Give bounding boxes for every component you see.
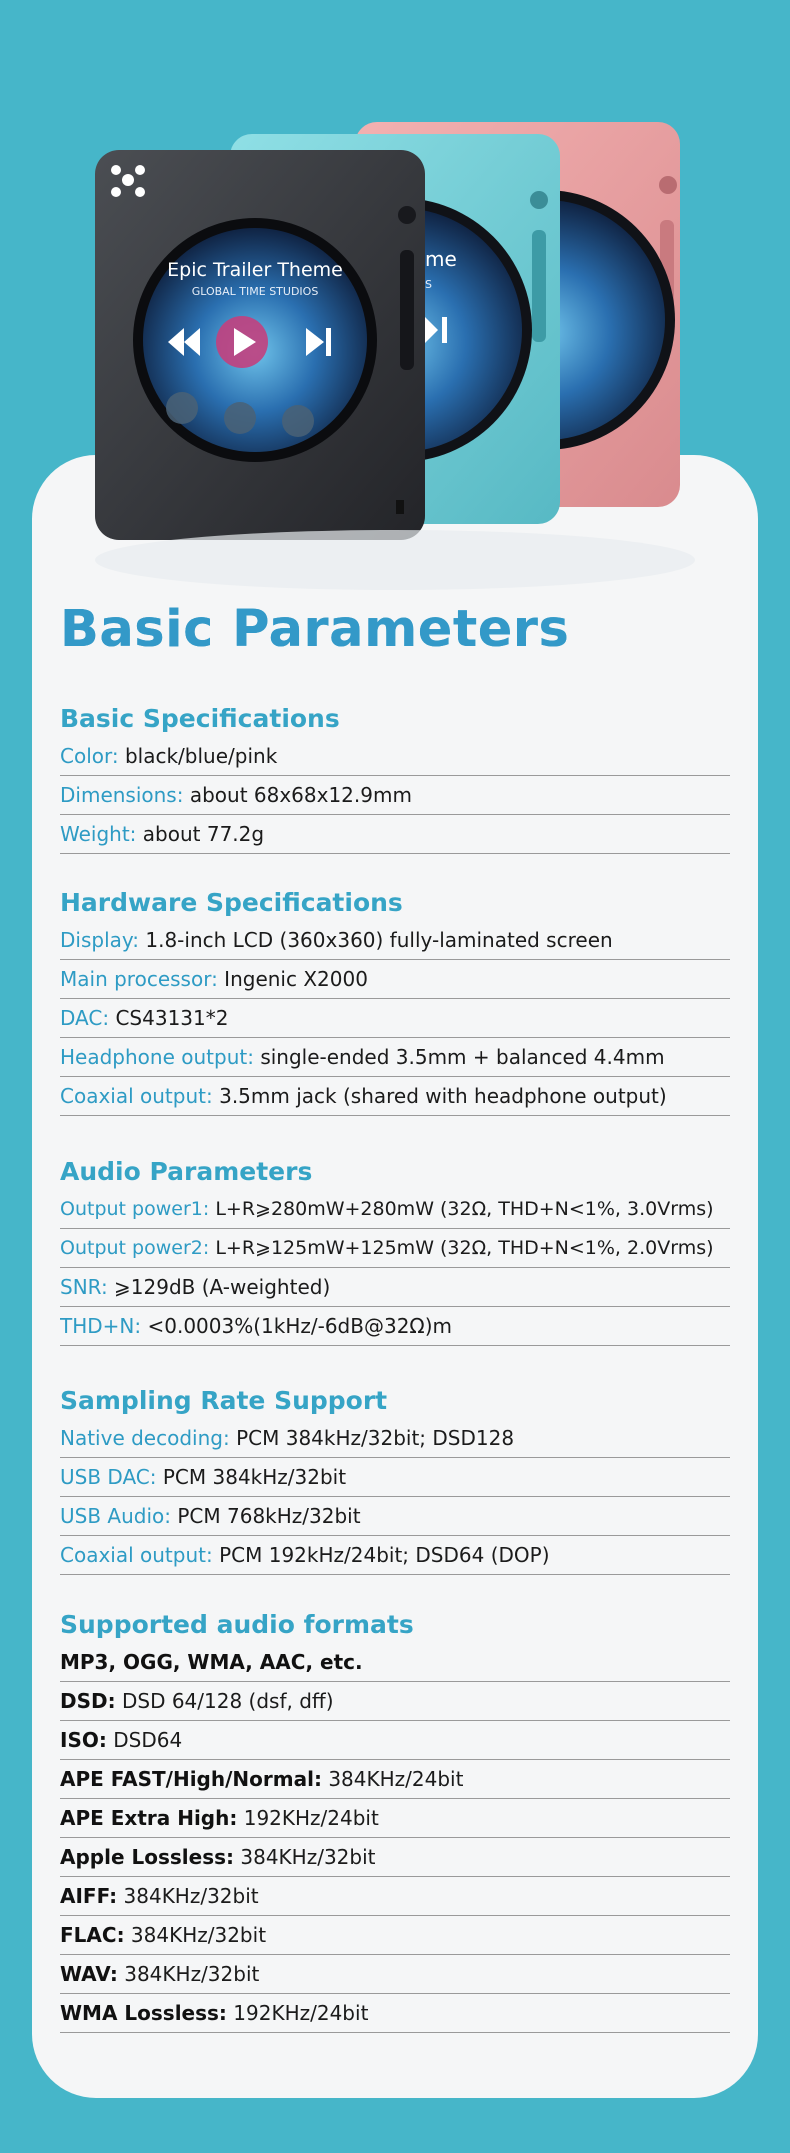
spec-label: Weight: [60,822,137,846]
spec-label: Display: [60,928,140,952]
spec-value: about 68x68x12.9mm [189,783,412,807]
format-value: 384KHz/32bit [240,1845,376,1869]
spec-value: ⩾129dB (A-weighted) [114,1275,331,1299]
spec-label: USB DAC: [60,1465,157,1489]
section-sampling-rate-support [60,1383,730,1575]
format-row [60,1994,730,2033]
format-label: ISO: [60,1728,107,1752]
spec-row [60,1419,730,1458]
spec-value: 1.8-inch LCD (360x360) fully-laminated screen [145,928,613,952]
repeat-icon [166,392,198,424]
section-title: Audio Parameters [60,1157,313,1186]
spec-label: Output power1: [60,1198,210,1220]
format-value: DSD 64/128 (dsf, dff) [121,1689,334,1713]
black-player [95,150,425,540]
spec-label: Output power2: [60,1237,210,1259]
spec-value: about 77.2g [142,822,265,846]
format-label: FLAC: [60,1923,125,1947]
spec-value: single-ended 3.5mm + balanced 4.4mm [260,1045,665,1069]
spec-label: SNR: [60,1275,108,1299]
format-value: 384KHz/32bit [123,1884,259,1908]
spec-label: Main processor: [60,967,218,991]
spec-row [60,921,730,960]
section-hardware-specifications [60,885,730,1116]
product-image [0,0,790,640]
spec-row [60,1077,730,1116]
section-audio-parameters [60,1154,730,1346]
spec-value: 3.5mm jack (shared with headphone output) [219,1084,667,1108]
format-label: APE FAST/High/Normal: [60,1767,322,1791]
spec-label: Color: [60,744,119,768]
screen-track-title: Epic Trailer Theme [167,259,343,281]
format-row [60,1643,730,1682]
format-row [60,1838,730,1877]
spec-value: PCM 384kHz/32bit; DSD128 [236,1426,515,1450]
section-title: Supported audio formats [60,1610,414,1639]
spec-row [60,1190,730,1229]
format-row [60,1682,730,1721]
spec-label: Dimensions: [60,783,184,807]
section-title: Hardware Specifications [60,888,403,917]
spec-row [60,1307,730,1346]
format-value: 384KHz/32bit [124,1962,260,1986]
format-row [60,1721,730,1760]
section-title: Basic Specifications [60,704,340,733]
format-label: WMA Lossless: [60,2001,227,2025]
spec-row [60,999,730,1038]
spec-row [60,1038,730,1077]
spec-row [60,776,730,815]
format-label: AIFF: [60,1884,118,1908]
spec-value: CS43131*2 [115,1006,229,1030]
format-value: 192KHz/24bit [233,2001,369,2025]
spec-value: PCM 192kHz/24bit; DSD64 (DOP) [219,1543,550,1567]
section-title: Sampling Rate Support [60,1386,388,1415]
format-label: Apple Lossless: [60,1845,235,1869]
spec-row [60,1229,730,1268]
blue-screen-title: me [425,247,457,271]
spec-label: THD+N: [60,1314,142,1338]
format-value: 192KHz/24bit [243,1806,379,1830]
format-row [60,1955,730,1994]
spec-label: Headphone output: [60,1045,254,1069]
spec-value: <0.0003%(1kHz/-6dB@32Ω)m [147,1314,452,1338]
format-row [60,1877,730,1916]
format-value: 384KHz/32bit [130,1923,267,1947]
format-row [60,1799,730,1838]
spec-row [60,1497,730,1536]
section-supported-audio-formats [60,1607,730,2033]
format-row [60,1760,730,1799]
spec-row [60,960,730,999]
format-label: WAV: [60,1962,118,1986]
heart-icon [224,402,256,434]
format-value: 384KHz/24bit [328,1767,464,1791]
format-value: DSD64 [113,1728,183,1752]
spec-value: Ingenic X2000 [224,967,368,991]
spec-row [60,815,730,854]
spec-value: PCM 384kHz/32bit [162,1465,347,1489]
spec-value: PCM 768kHz/32bit [177,1504,361,1528]
spec-row [60,1458,730,1497]
playlist-add-icon [282,405,314,437]
spec-label: USB Audio: [60,1504,171,1528]
spec-row [60,1268,730,1307]
format-label: MP3, OGG, WMA, AAC, etc. [60,1650,363,1674]
spec-label: DAC: [60,1006,110,1030]
spec-label: Coaxial output: [60,1543,213,1567]
spec-label: Native decoding: [60,1426,230,1450]
section-basic-specifications [60,701,730,854]
spec-label: Coaxial output: [60,1084,213,1108]
format-row [60,1916,730,1955]
screen-artist: GLOBAL TIME STUDIOS [191,285,319,298]
spec-value: black/blue/pink [124,744,278,768]
spec-row [60,737,730,776]
page-title: Basic Parameters [60,600,570,659]
blue-screen-subtitle: S [425,278,432,291]
spec-value: L+R⩾125mW+125mW (32Ω, THD+N<1%, 2.0Vrms) [215,1237,714,1259]
format-label: APE Extra High: [60,1806,238,1830]
format-label: DSD: [60,1689,116,1713]
spec-row [60,1536,730,1575]
spec-value: L+R⩾280mW+280mW (32Ω, THD+N<1%, 3.0Vrms) [215,1198,714,1220]
